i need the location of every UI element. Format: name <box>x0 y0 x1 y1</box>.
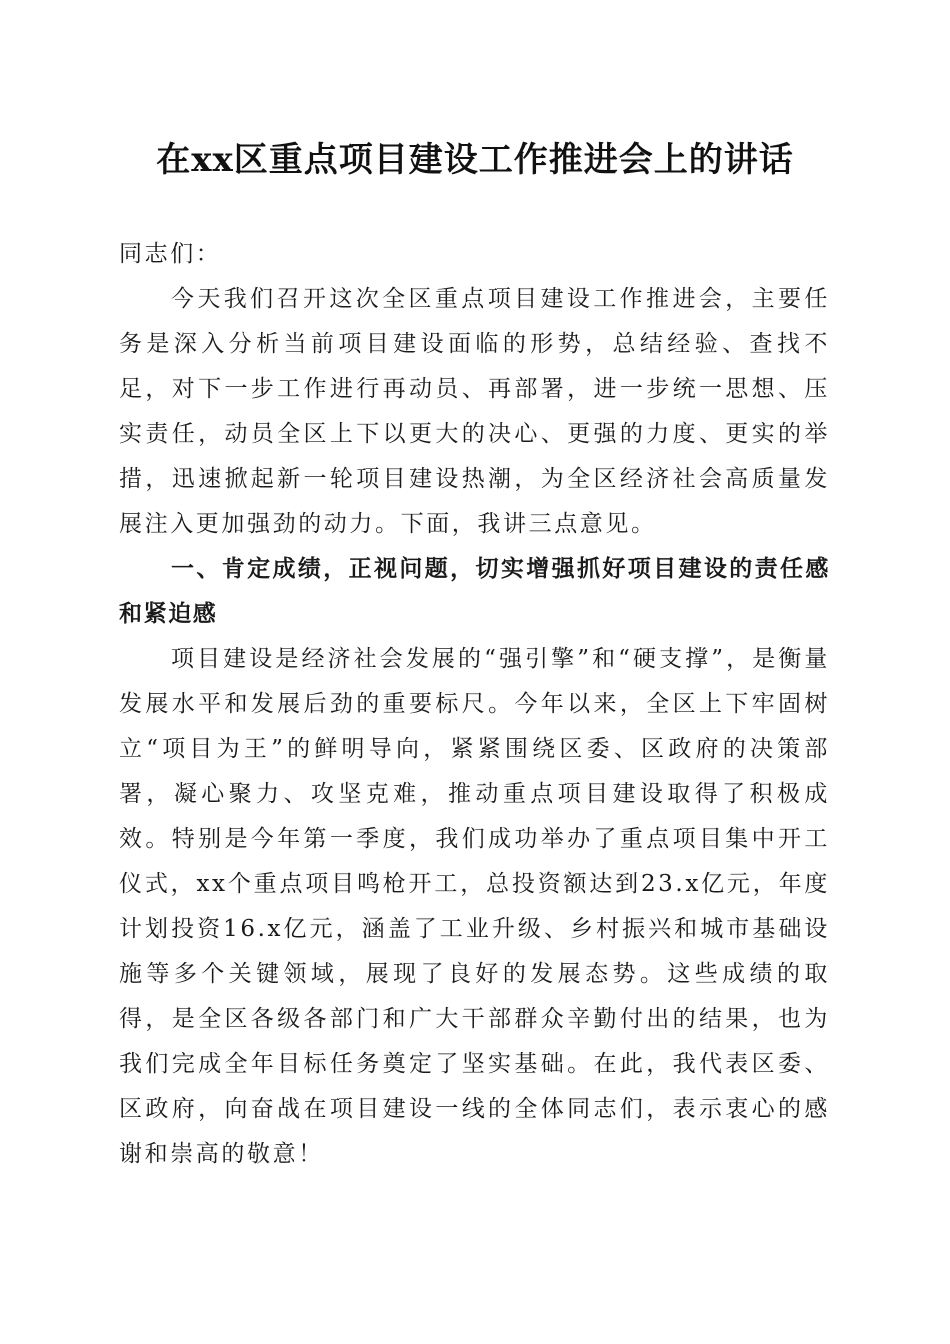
intro-paragraph: 今天我们召开这次全区重点项目建设工作推进会，主要任务是深入分析当前项目建设面临的形势，总结经验、查找不足，对下一步工作进行再动员、再部署，进一步统一思想、压实责任，动员全区上下以更大的决心、更强的力度、更实的举措，迅速掀起新一轮项目建设热潮，为全区经济社会高质量发展注入更加强劲的动力。下面，我讲三点意见。 <box>119 286 830 537</box>
document-body <box>119 232 830 1177</box>
section-1-paragraph: 项目建设是经济社会发展的“强引擎”和“硬支撑”，是衡量发展水平和发展后劲的重要标尺。今年以来，全区上下牢固树立“项目为王”的鲜明导向，紧紧围绕区委、区政府的决策部署，凝心聚力、攻坚克难，推动重点项目建设取得了积极成效。特别是今年第一季度，我们成功举办了重点项目集中开工仪式，xx个重点项目鸣枪开工，总投资额达到23.x亿元，年度计划投资16.x亿元，涵盖了工业升级、乡村振兴和城市基础设施等多个关键领域，展现了良好的发展态势。这些成绩的取得，是全区各级各部门和广大干部群众辛勤付出的结果，也为我们完成全年目标任务奠定了坚实基础。在此，我代表区委、区政府，向奋战在项目建设一线的全体同志们，表示衷心的感谢和崇高的敬意！ <box>119 646 830 1167</box>
salutation: 同志们： <box>119 241 222 267</box>
document-title: 在xx区重点项目建设工作推进会上的讲话 <box>156 140 794 180</box>
section-heading-1: 一、肯定成绩，正视问题，切实增强抓好项目建设的责任感和紧迫感 <box>119 556 830 627</box>
